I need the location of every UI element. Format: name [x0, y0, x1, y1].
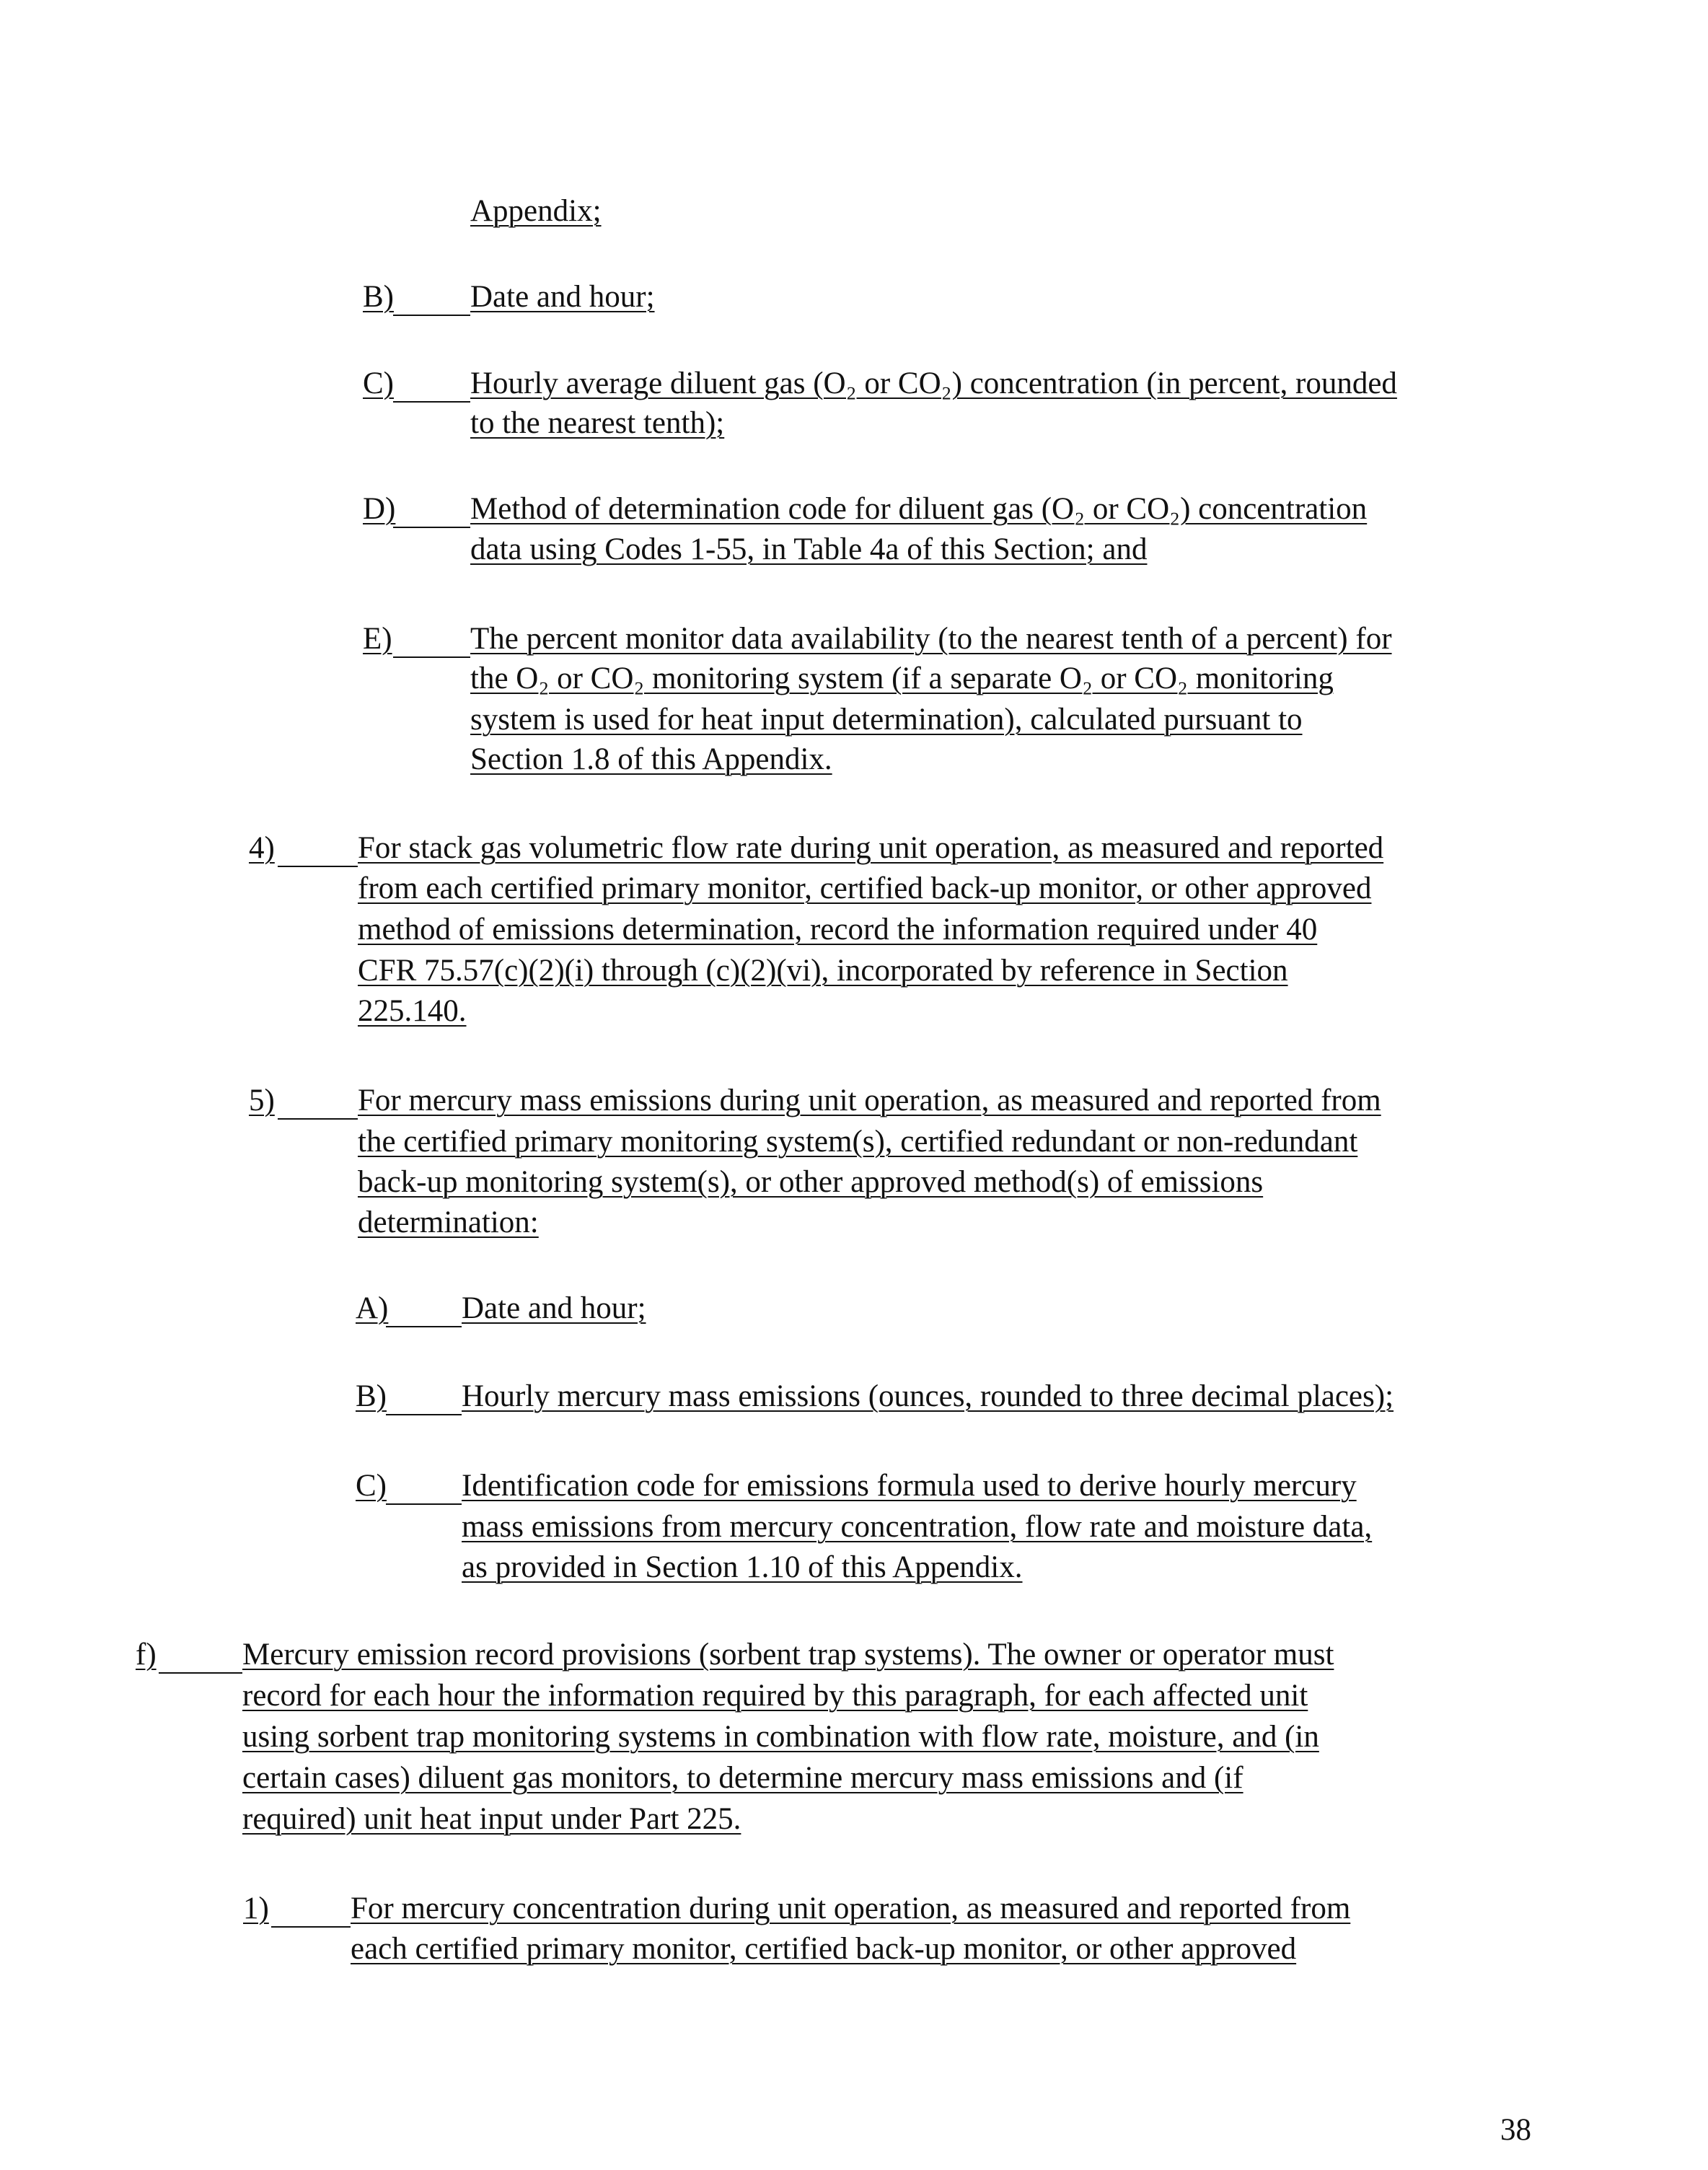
- text-line: each certified primary monitor, certified back-up monitor, or other approved: [351, 1932, 1297, 1966]
- text-line: Hourly mercury mass emissions (ounces, rounded to three decimal places);: [462, 1379, 1394, 1413]
- label-underline: [393, 401, 470, 403]
- text-line: CFR 75.57(c)(2)(i) through (c)(2)(vi), incorporated by reference in Section: [358, 954, 1288, 988]
- item-label: 1): [243, 1892, 269, 1925]
- text-line: method of emissions determination, record the information required under 40: [358, 913, 1318, 946]
- text-line: Mercury emission record provisions (sorbent trap systems). The owner or operator must: [242, 1638, 1334, 1672]
- item-label: f): [136, 1638, 157, 1672]
- text-line: the O₂ or CO₂ monitoring system (if a separate O₂ or CO₂ monitoring: [470, 662, 1334, 695]
- label-underline: [386, 1503, 462, 1505]
- item-label: D): [363, 492, 396, 526]
- text-line: to the nearest tenth);: [470, 406, 725, 440]
- item-label: A): [356, 1291, 389, 1325]
- item-label: E): [363, 622, 392, 656]
- text-line: data using Codes 1-55, in Table 4a of this Section; and: [470, 532, 1148, 566]
- label-underline: [393, 656, 470, 658]
- text-line: from each certified primary monitor, certified back-up monitor, or other approved: [358, 871, 1372, 905]
- item-label: 5): [249, 1084, 275, 1117]
- text-line: as provided in Section 1.10 of this Appendix.: [462, 1550, 1023, 1584]
- text-line: Section 1.8 of this Appendix.: [470, 742, 832, 776]
- text-line: 225.140.: [358, 994, 467, 1028]
- label-underline: [278, 1118, 358, 1120]
- text-line: record for each hour the information required by this paragraph, for each affected unit: [242, 1679, 1308, 1713]
- text-line: For stack gas volumetric flow rate during unit operation, as measured and reported: [358, 831, 1384, 865]
- label-underline: [386, 1414, 462, 1415]
- text-line: system is used for heat input determination), calculated pursuant to: [470, 703, 1303, 737]
- text-line: For mercury concentration during unit operation, as measured and reported from: [351, 1892, 1351, 1925]
- label-underline: [278, 866, 358, 867]
- item-label: C): [356, 1469, 387, 1503]
- label-underline: [271, 1926, 351, 1928]
- text-line: Hourly average diluent gas (O₂ or CO₂) concentration (in percent, rounded: [470, 366, 1397, 400]
- text-line: certain cases) diluent gas monitors, to determine mercury mass emissions and (if: [242, 1761, 1243, 1795]
- page-number: 38: [1500, 2113, 1531, 2147]
- label-underline: [393, 527, 470, 528]
- text-line: Date and hour;: [462, 1291, 646, 1325]
- item-label: B): [356, 1379, 387, 1413]
- label-underline: [393, 315, 470, 316]
- text-line: determination:: [358, 1205, 539, 1239]
- item-label: C): [363, 366, 394, 400]
- text-line: using sorbent trap monitoring systems in combination with flow rate, moisture, and (in: [242, 1720, 1319, 1754]
- text-line: the certified primary monitoring system(s), certified redundant or non-redundant: [358, 1125, 1358, 1159]
- text-line: For mercury mass emissions during unit operation, as measured and reported from: [358, 1084, 1381, 1117]
- text-line: Identification code for emissions formula used to derive hourly mercury: [462, 1469, 1357, 1503]
- text-line: The percent monitor data availability (to the nearest tenth of a percent) for: [470, 622, 1392, 656]
- text-line: mass emissions from mercury concentration, flow rate and moisture data,: [462, 1510, 1373, 1544]
- text-line: Date and hour;: [470, 280, 655, 314]
- text-line: back-up monitoring system(s), or other approved method(s) of emissions: [358, 1165, 1264, 1199]
- text-line: required) unit heat input under Part 225.: [242, 1802, 741, 1836]
- text-line: Method of determination code for diluent gas (O₂ or CO₂) concentration: [470, 492, 1368, 526]
- item-label: B): [363, 280, 394, 314]
- text-line: Appendix;: [470, 194, 602, 228]
- label-underline: [159, 1672, 242, 1674]
- label-underline: [386, 1326, 462, 1327]
- item-label: 4): [249, 831, 275, 865]
